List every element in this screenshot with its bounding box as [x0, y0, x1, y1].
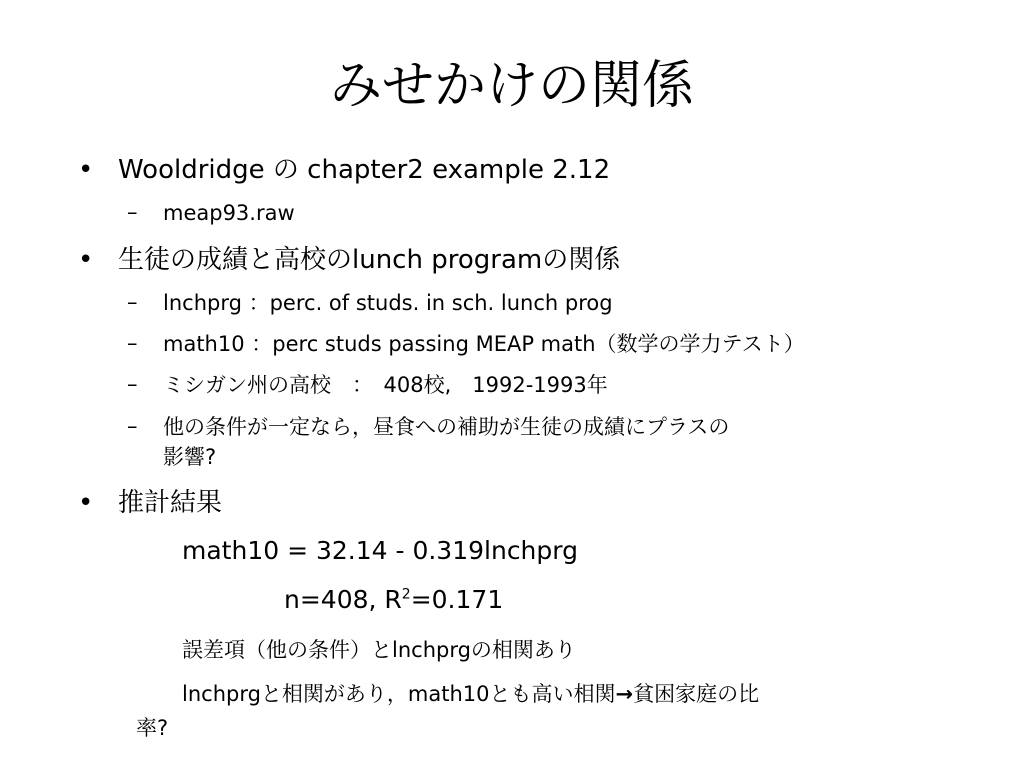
bullet-lunch-program: 生徒の成績と高校のlunch programの関係 — [118, 245, 621, 275]
sub-michigan: ミシガン州の高校 ： 408校, 1992-1993年 — [163, 373, 608, 397]
note-error-correlation: 誤差項（他の条件）とlnchprgの相関あり — [182, 638, 576, 662]
sub-ceteris-paribus-line1: 他の条件が一定なら，昼食への補助が生徒の成績にプラスの — [163, 415, 730, 439]
sub-ceteris-paribus-line2: 影響? — [163, 445, 217, 469]
bullet-marker: • — [78, 245, 94, 275]
slide-title: みせかけの関係 — [329, 56, 694, 116]
note-poverty-ratio-wrap: 率? — [136, 716, 169, 740]
regression-equation: math10 = 32.14 - 0.319lnchprg — [182, 536, 578, 565]
note-poverty-text-b: 貧困家庭の比 — [633, 682, 760, 706]
note-poverty-text-a: lnchprgと相関があり，math10とも高い相関 — [182, 682, 616, 706]
right-arrow-icon: → — [615, 682, 634, 706]
bullet-results: 推計結果 — [118, 488, 223, 518]
sub-math10: math10 ：perc studs passing MEAP math（数学の学力テスト） — [163, 332, 805, 356]
dash-marker: – — [127, 372, 138, 396]
dash-marker: – — [127, 200, 138, 224]
sub-lnchprg: lnchprg ：perc. of studs. in sch. lunch prog — [163, 291, 613, 315]
dash-marker: – — [127, 290, 138, 314]
bullet-marker: • — [78, 155, 94, 185]
dash-marker: – — [127, 331, 138, 355]
bullet-marker: • — [78, 488, 94, 518]
regression-stats — [284, 585, 503, 615]
bullet-wooldridge: Wooldridge の chapter2 example 2.12 — [118, 155, 611, 185]
stats-superscript: 2 — [401, 586, 411, 603]
sub-meap93: meap93.raw — [163, 201, 295, 225]
note-poverty-ratio — [182, 681, 759, 707]
stats-r2-value: =0.171 — [410, 585, 504, 614]
dash-marker: – — [127, 414, 138, 438]
stats-n-r: n=408, R — [284, 585, 402, 614]
